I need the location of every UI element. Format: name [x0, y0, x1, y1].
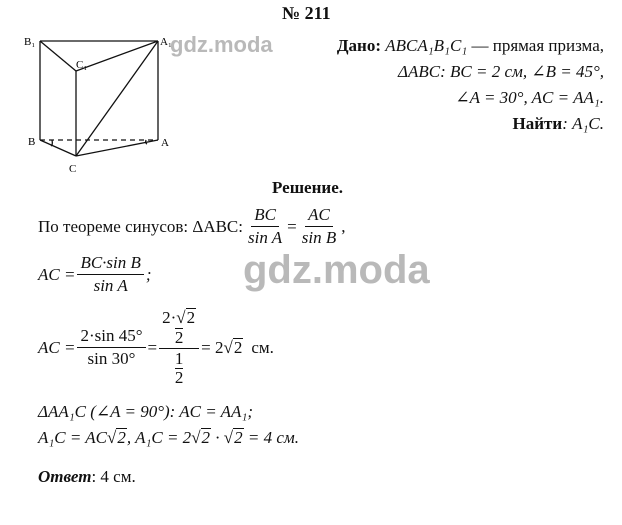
given-prism-type: — прямая призма, [467, 36, 604, 55]
step1-suffix: , [341, 216, 346, 236]
step2-lhs: AC = [38, 264, 76, 284]
find-label: Найти [512, 114, 563, 133]
step-4: ΔAA₁C (∠A = 90°): AC = AA₁; [38, 402, 253, 421]
step1-fraction-1: $\frac{BC}{\text{sin A}}$ [248, 205, 283, 247]
step3-fraction-1: $\frac{2\cdot\sin 45^\circ}{\sin 30^\circ}$ [77, 326, 145, 369]
step3-nested-fraction: 2·√2 2 1 2 [159, 308, 199, 387]
answer-line [38, 467, 136, 487]
step-2 [38, 253, 152, 296]
find-value: : A₁C. [562, 114, 604, 133]
label-a1: A₁ [160, 36, 172, 48]
edge-c1-a1 [76, 41, 158, 71]
label-b: B [28, 136, 36, 148]
step-5: A₁C = AC√2, A₁C = 2√2 · √2 = 4 см. [38, 428, 299, 447]
given-line-1 [337, 33, 604, 59]
step3-root: 2 [233, 338, 243, 357]
edge-b1-c1 [40, 41, 76, 71]
step3-unit: см. [251, 337, 274, 357]
step3-equals-2: = 2 [201, 337, 224, 357]
watermark-small: gdz.moda [170, 32, 273, 57]
prism-figure [0, 0, 190, 180]
step1-prefix: По теореме синусов: ΔABC: [38, 216, 243, 236]
problem-number: № 211 [282, 3, 331, 23]
step1-equals: = [287, 216, 297, 236]
given-line-3: ∠A = 30°, AC = AA₁. [455, 88, 604, 107]
label-c: C [69, 163, 77, 175]
given-line-2: ΔABC: BC = 2 см, ∠B = 45°, [398, 62, 604, 81]
answer-value: : 4 см. [91, 467, 136, 486]
given-prism: ABCA₁B₁C₁ [385, 36, 468, 55]
given-block [337, 33, 604, 137]
given-label: Дано: [336, 36, 386, 55]
label-c1: C₁ [76, 59, 88, 71]
step3-equals-1: = [147, 337, 158, 357]
step2-fraction: $\frac{\text{BC·sin B}}{\text{sin A}}$ [77, 253, 143, 296]
solution-title: Решение. [272, 178, 343, 197]
step-3: AC = $\frac{2\cdot\sin 45^\circ}{\sin 30^\circ}$ = 2·√2 2 1 2 = 2 √ 2 см. [38, 308, 274, 387]
step2-suffix: ; [145, 264, 152, 284]
step1-fraction-2: $\frac{AC}{\text{sin B}}$ [301, 205, 337, 247]
answer-label: Ответ [38, 467, 92, 486]
angle-mark-b [51, 140, 52, 146]
diagonal-a1-c [76, 41, 158, 156]
edge-b-c [40, 140, 76, 156]
step3-lhs: AC = [38, 337, 76, 357]
watermark-large: gdz.moda [243, 248, 430, 292]
step-1 [38, 205, 346, 248]
find-line [337, 111, 604, 137]
label-a: A [161, 137, 169, 149]
label-b1: B₁ [24, 36, 36, 48]
